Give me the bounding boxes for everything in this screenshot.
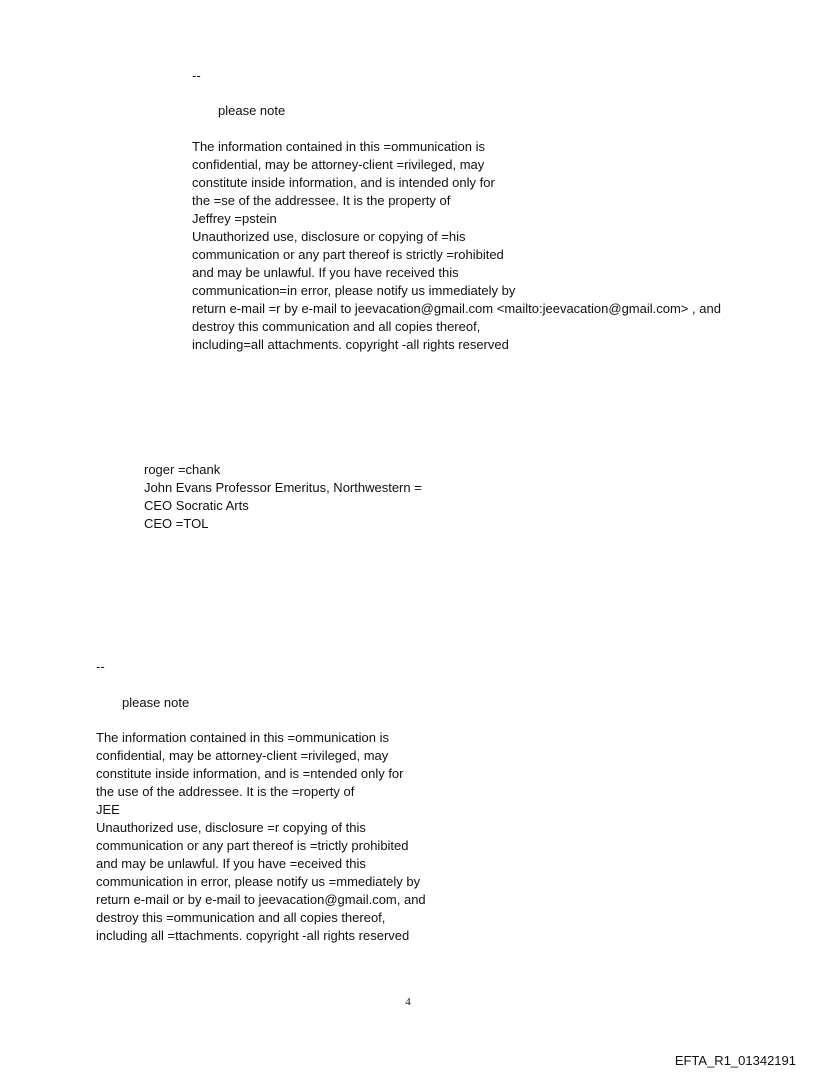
- disclaimer-line: and may be unlawful. If you have received this: [192, 265, 459, 280]
- bates-number: EFTA_R1_01342191: [674, 1053, 796, 1068]
- disclaimer-line: JEE: [96, 802, 120, 817]
- disclaimer-line: communication in error, please notify us =mmediately by: [96, 874, 421, 889]
- disclaimer-line: Unauthorized use, disclosure or copying of =his: [192, 229, 466, 244]
- signature-title: CEO Socratic Arts: [144, 498, 249, 513]
- separator-line: --: [96, 659, 105, 674]
- disclaimer-line: confidential, may be attorney-client =rivileged, may: [192, 157, 485, 172]
- signature-title: CEO =TOL: [144, 516, 209, 531]
- disclaimer-line: constitute inside information, and is intended only for: [192, 175, 495, 190]
- signature-title: John Evans Professor Emeritus, Northwestern =: [144, 480, 422, 495]
- disclaimer-line-email: return e-mail or by e-mail to jeevacation@gmail.com, and: [96, 892, 426, 907]
- disclaimer-line: communication or any part thereof is strictly =rohibited: [192, 247, 504, 262]
- disclaimer-line: communication=in error, please notify us immediately by: [192, 283, 516, 298]
- separator-line: --: [192, 68, 201, 83]
- disclaimer-line: Unauthorized use, disclosure =r copying of this: [96, 820, 366, 835]
- disclaimer-line: the =se of the addressee. It is the property of: [192, 193, 451, 208]
- disclaimer-line: The information contained in this =ommunication is: [192, 139, 486, 154]
- page-number: 4: [405, 996, 411, 1008]
- disclaimer-line: the use of the addressee. It is the =roperty of: [96, 784, 355, 799]
- disclaimer-line: including all =ttachments. copyright -all rights reserved: [96, 928, 410, 943]
- disclaimer-line: and may be unlawful. If you have =eceived this: [96, 856, 366, 871]
- signature-name: roger =chank: [144, 462, 221, 477]
- disclaimer-line: destroy this communication and all copies thereof,: [192, 319, 481, 334]
- disclaimer-line: constitute inside information, and is =ntended only for: [96, 766, 404, 781]
- disclaimer-line-email: return e-mail =r by e-mail to jeevacation@gmail.com <mailto:jeevacation@gmail.com> , and: [192, 301, 721, 316]
- disclaimer-line: communication or any part thereof is =trictly prohibited: [96, 838, 409, 853]
- disclaimer-line: destroy this =ommunication and all copies thereof,: [96, 910, 386, 925]
- note-heading: please note: [122, 695, 190, 710]
- disclaimer-line: including=all attachments. copyright -all rights reserved: [192, 337, 509, 352]
- disclaimer-line: The information contained in this =ommunication is: [96, 730, 390, 745]
- disclaimer-line: Jeffrey =pstein: [192, 211, 277, 226]
- note-heading: please note: [218, 103, 286, 118]
- disclaimer-line: confidential, may be attorney-client =rivileged, may: [96, 748, 389, 763]
